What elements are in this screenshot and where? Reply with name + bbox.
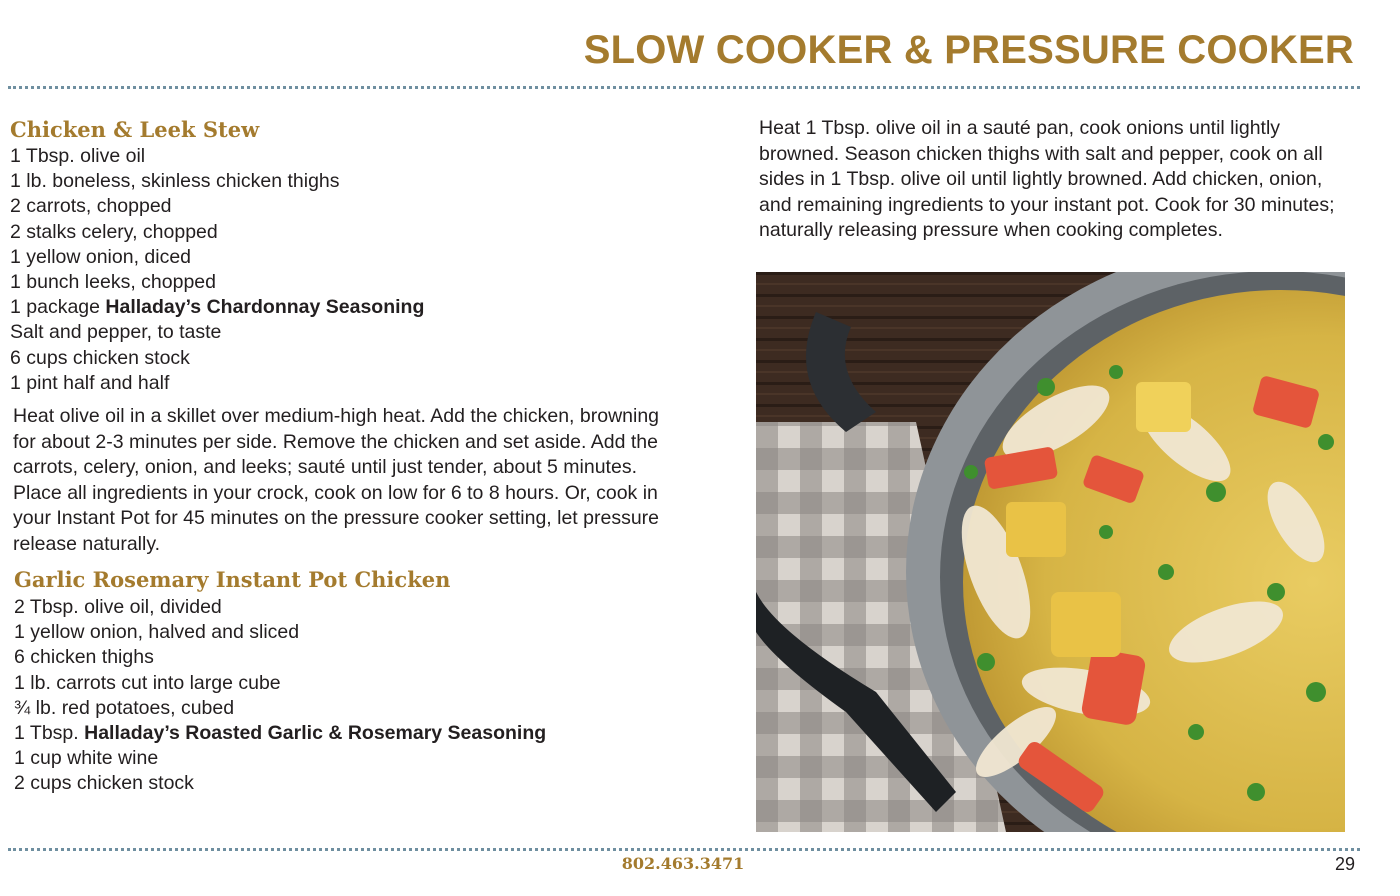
ingredient-item: Salt and pepper, to taste [10,321,222,344]
ingredient-item: 1 lb. boneless, skinless chicken thighs [10,170,340,193]
recipe-directions: Heat olive oil in a skillet over medium-high heat. Add the chicken, browning for about 2-3 minutes per side. Remove the chicken and set aside. Add the carrots, celery, onion, and leeks; sauté until just tender, about 5 minutes. Place all ingredients in your crock, cook on low for 6 to 8 hours. Or, cook in your Instant Pot for 45 minutes on the pressure cooker setting, let pressure release naturally. [13,405,660,555]
ingredient-item: 1 bunch leeks, chopped [10,271,216,294]
ingredient-item: 1 pint half and half [10,371,170,394]
phone-number: 802.463.3471 [621,854,745,873]
ingredient-quantity: 1 package [10,296,106,319]
ingredient-item: ¾ lb. red potatoes, cubed [14,696,235,719]
ingredient-item: 2 Tbsp. olive oil, divided [14,596,222,618]
ingredient-item: 1 lb. carrots cut into large cube [14,671,281,694]
page-number: 29 [1334,854,1355,874]
recipe-directions: Heat 1 Tbsp. olive oil in a sauté pan, cook onions until lightly browned. Season chicken thighs with salt and pepper, cook on all sides in 1 Tbsp. olive oil until lightly browned. Add chicken, onion, and remaining ingredients to your instant pot. Cook for 30 minutes; naturally releasing pressure when cooking completes. [759,117,1335,242]
ingredient-item [14,721,546,746]
recipe-chicken-leek-stew [10,116,424,396]
ingredient-item: 2 carrots, chopped [10,195,172,218]
ingredient-list [10,144,424,396]
seasoning-name: Halladay’s Roasted Garlic & Rosemary Seasoning [84,722,547,745]
bottom-dotted-divider [8,848,1360,851]
recipe-title: Chicken & Leek Stew [10,117,260,142]
chicken-soup-photo [756,272,1345,832]
ingredient-item: 2 stalks celery, chopped [10,220,218,243]
soup-image [756,272,1345,832]
ingredient-item: 2 cups chicken stock [14,772,194,795]
ingredient-list [14,595,546,797]
ingredient-item: 1 yellow onion, diced [10,245,192,268]
recipe-title: Garlic Rosemary Instant Pot Chicken [14,567,451,592]
ingredient-item: 1 cup white wine [14,747,159,770]
page-title: SLOW COOKER & PRESSURE COOKER [583,28,1354,72]
seasoning-name: Halladay’s Chardonnay Seasoning [105,296,425,319]
ingredient-item [10,295,424,320]
top-dotted-divider [8,86,1360,89]
ingredient-item: 1 yellow onion, halved and sliced [14,621,300,644]
ingredient-quantity: 1 Tbsp. [14,722,85,745]
ingredient-item: 1 Tbsp. olive oil [10,145,146,167]
ingredient-item: 6 cups chicken stock [10,346,190,369]
ingredient-item: 6 chicken thighs [14,646,154,669]
